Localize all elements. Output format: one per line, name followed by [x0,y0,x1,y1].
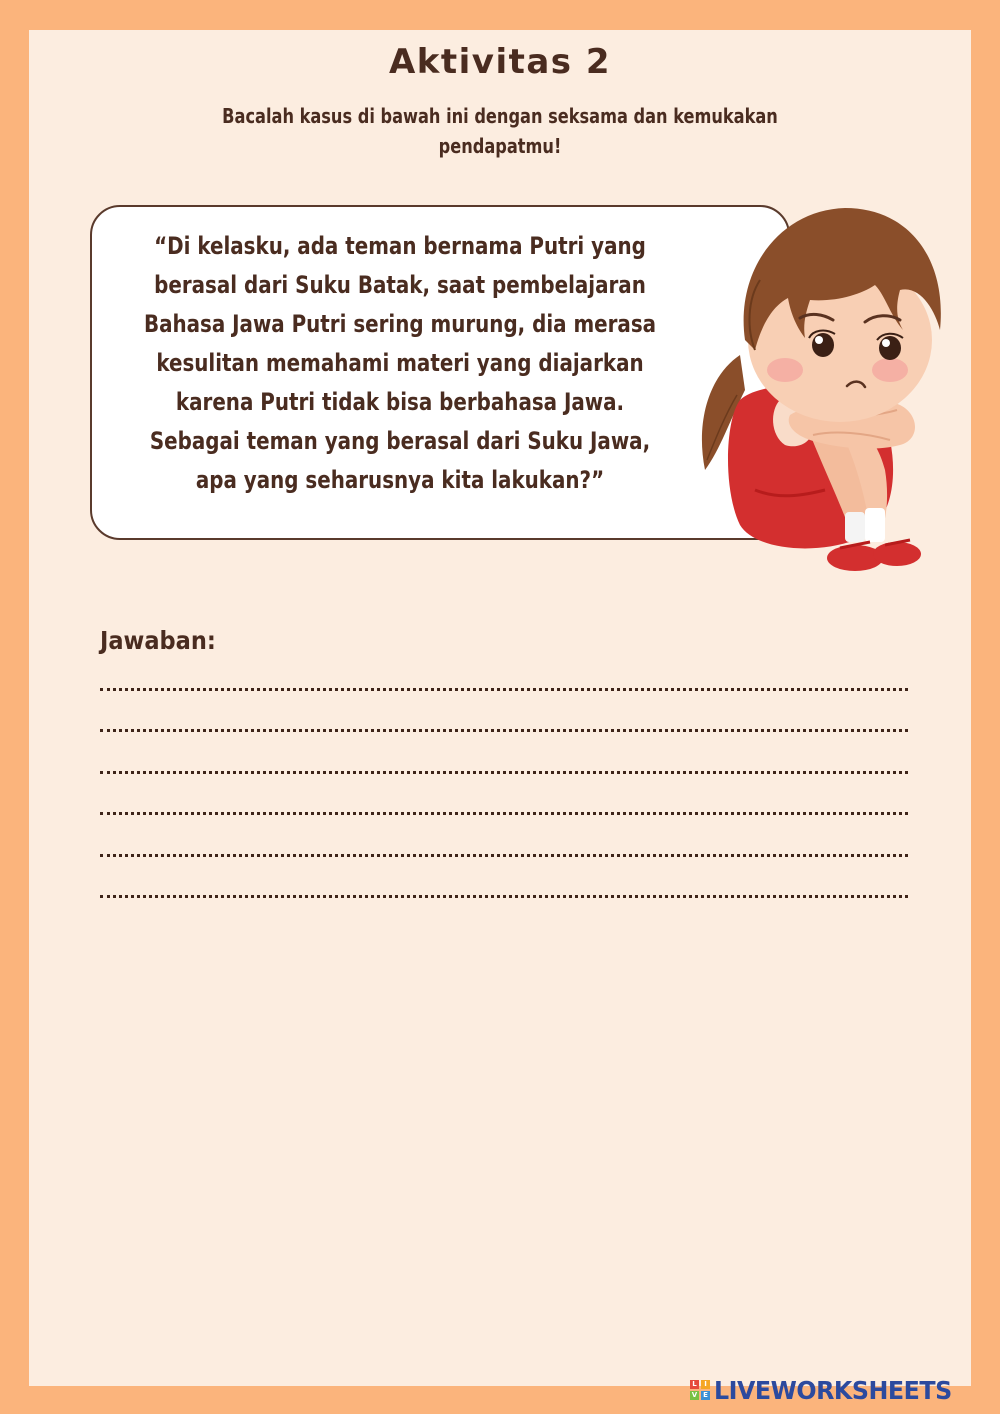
liveworksheets-logo[interactable] [690,1375,964,1405]
instruction-line: Bacalah kasus di bawah ini dengan seksama dan kemukakan [222,104,778,128]
answer-line-3[interactable] [100,771,908,774]
quote-line: Sebagai teman yang berasal dari Suku Jawa, [149,427,651,455]
quote-line: Bahasa Jawa Putri sering murung, dia merasa [143,310,657,338]
quote-line: kesulitan memahami materi yang diajarkan [156,349,644,377]
instruction-line: pendapatmu! [438,134,562,158]
logo-square: I [701,1380,710,1389]
answer-line-1[interactable] [100,688,908,691]
logo-icon [690,1380,710,1400]
instruction-text [167,101,833,161]
logo-square: L [690,1380,699,1389]
girl-eye [812,333,834,357]
answer-line-2[interactable] [100,729,908,732]
answer-label: Jawaban: [100,626,216,655]
girl-eye [879,336,901,360]
sad-girl-illustration [685,190,955,590]
case-quote [124,227,676,500]
quote-line: berasal dari Suku Batak, saat pembelajaran [154,271,646,299]
quote-line: karena Putri tidak bisa berbahasa Jawa. [175,388,625,416]
answer-line-5[interactable] [100,854,908,857]
answer-line-6[interactable] [100,895,908,898]
logo-text: LIVEWORKSHEETS [714,1375,952,1405]
page-title: Aktivitas 2 [388,42,612,82]
answer-line-4[interactable] [100,812,908,815]
logo-square: V [691,1391,698,1399]
girl-shoe [873,542,921,566]
logo-square: E [701,1391,710,1400]
quote-line: apa yang seharusnya kita lakukan?” [195,466,605,494]
quote-line: “Di kelasku, ada teman bernama Putri yang [154,232,646,260]
